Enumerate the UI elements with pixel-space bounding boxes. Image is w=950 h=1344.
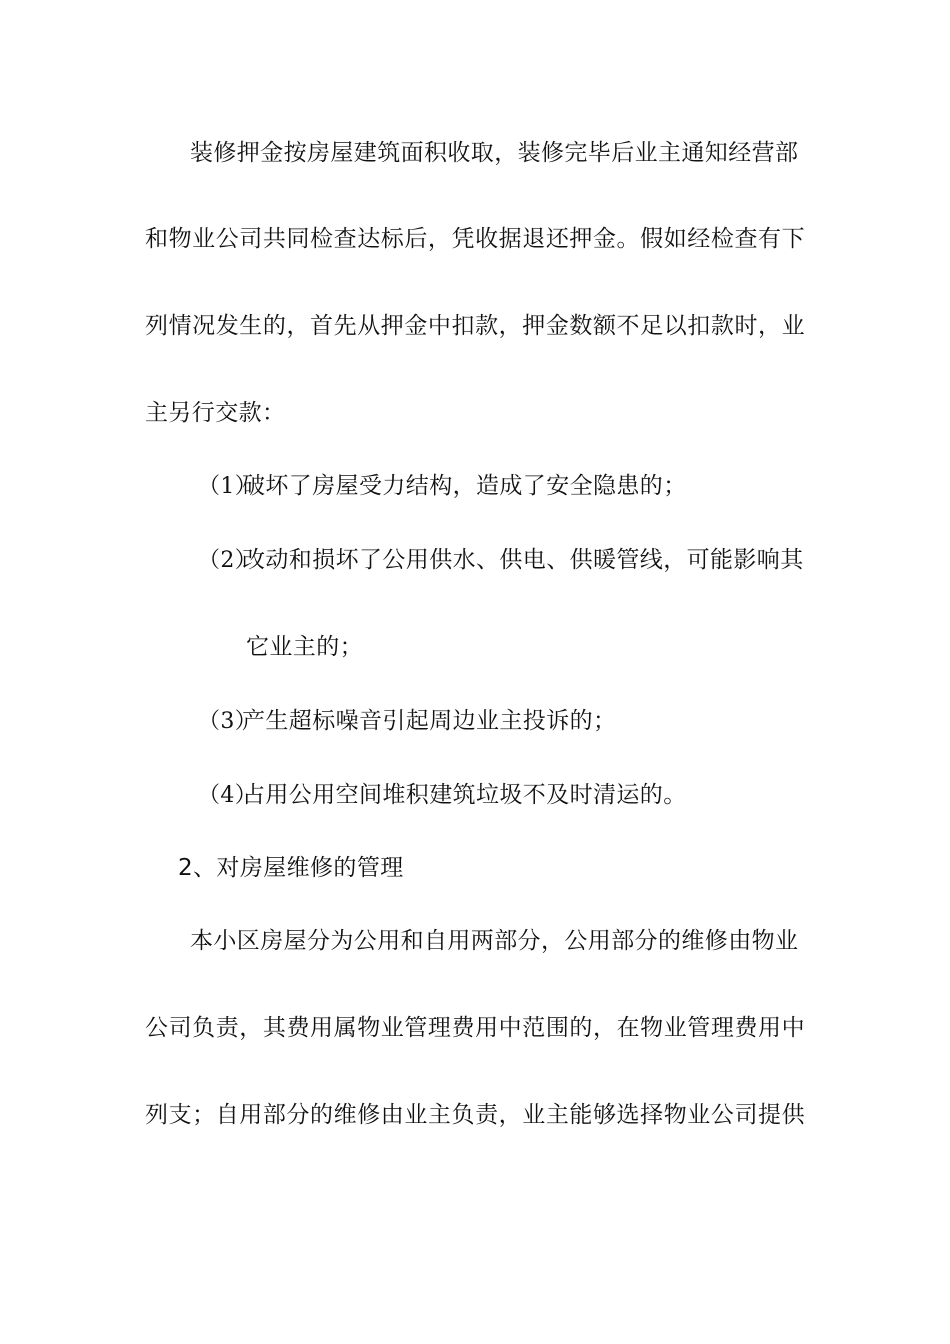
section-heading: 2、对房屋维修的管理 (178, 855, 404, 881)
paragraph-1-line-3: 列情况发生的，首先从押金中扣款，押金数额不足以扣款时，业 (145, 313, 805, 339)
list-item-2-text: 改动和损坏了公用供水、供电、供暖管线，可能影响其 (242, 547, 804, 573)
list-marker-4: （4） (198, 783, 258, 808)
list-marker-1: （1） (198, 474, 258, 499)
paragraph-1-line-2: 和物业公司共同检查达标后，凭收据退还押金。假如经检查有下 (145, 226, 805, 252)
paragraph-2-line-2: 公司负责，其费用属物业管理费用中范围的，在物业管理费用中 (145, 1015, 805, 1041)
list-item-3-text: 产生超标噪音引起周边业主投诉的； (242, 708, 617, 734)
paragraph-2-line-1: 本小区房屋分为公用和自用两部分，公用部分的维修由物业 (190, 928, 799, 954)
list-item-1-text: 破坏了房屋受力结构，造成了安全隐患的； (242, 473, 687, 499)
list-item-1 (198, 471, 687, 502)
paragraph-1-line-1: 装修押金按房屋建筑面积收取，装修完毕后业主通知经营部 (190, 140, 799, 166)
list-item-2-continuation: 它业主的； (246, 634, 363, 660)
list-marker-3: （3） (198, 709, 258, 734)
list-marker-2: （2） (198, 548, 258, 573)
list-item-4 (198, 780, 687, 811)
paragraph-1-line-4: 主另行交款： (145, 400, 286, 426)
list-item-2 (198, 545, 804, 576)
list-item-4-text: 占用公用空间堆积建筑垃圾不及时清运的。 (242, 782, 687, 808)
list-item-3 (198, 706, 616, 737)
paragraph-2-line-3: 列支；自用部分的维修由业主负责，业主能够选择物业公司提供 (145, 1102, 805, 1128)
